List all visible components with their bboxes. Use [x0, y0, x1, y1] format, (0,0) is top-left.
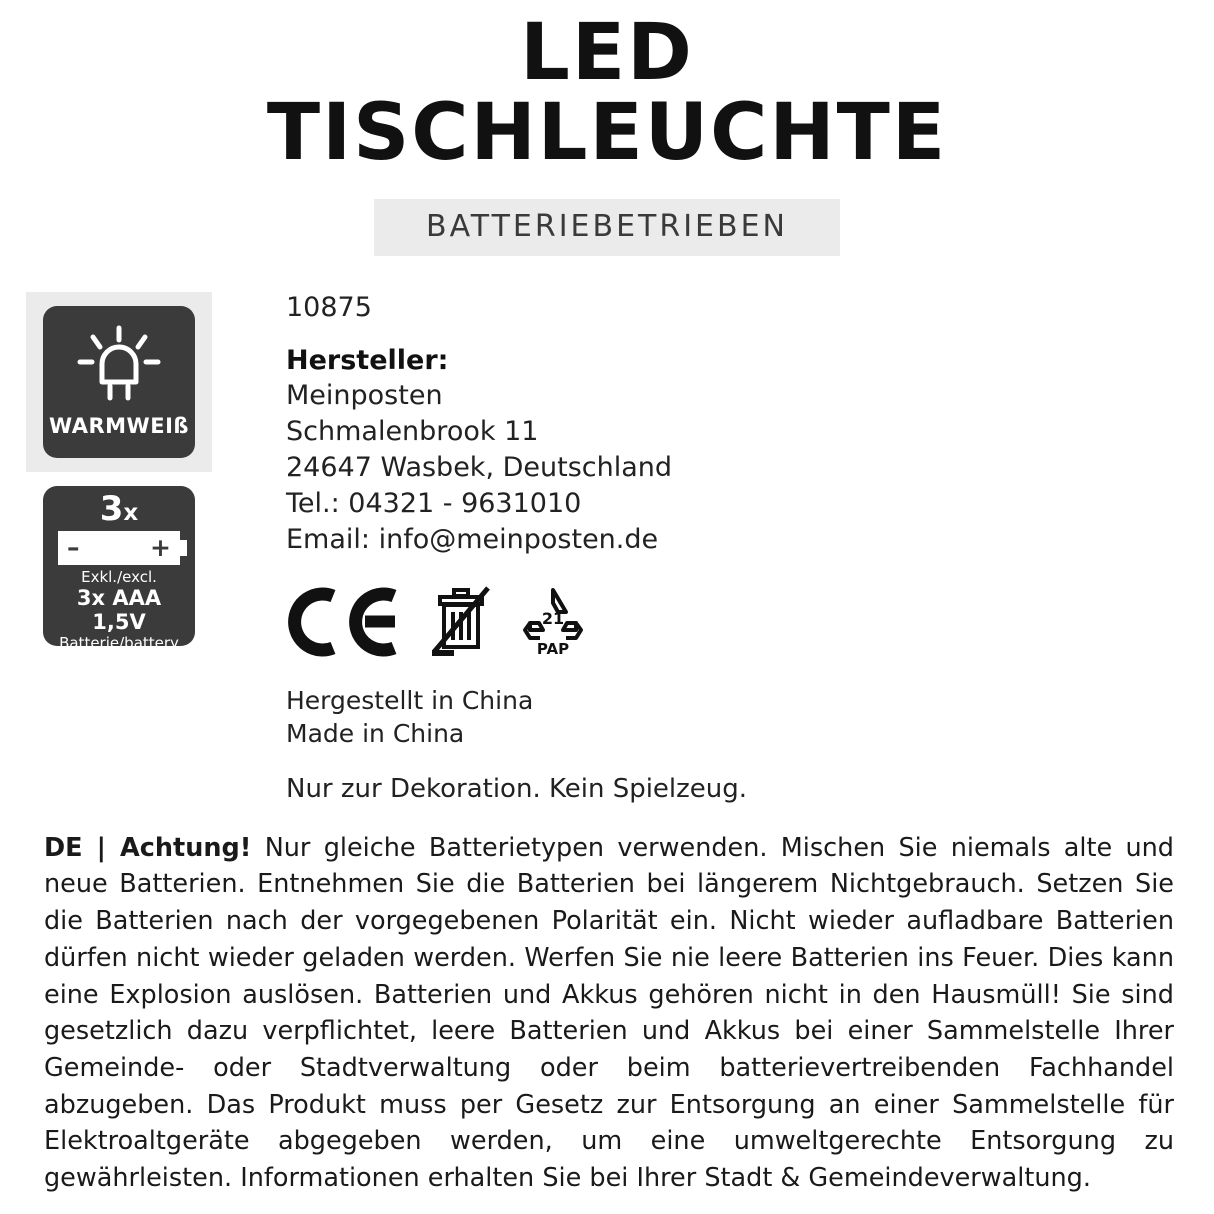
badge-column [26, 292, 236, 804]
battery-note-type: 3x AAA 1,5V [76, 586, 162, 635]
origin-de: Hergestellt in China [286, 685, 534, 715]
battery-count-suffix: x [123, 500, 139, 527]
battery-badge [26, 486, 212, 653]
warm-white-badge [26, 292, 212, 472]
subtitle-batteriebetrieben: BATTERIEBETRIEBEN [374, 199, 840, 256]
warm-white-badge-body [43, 306, 195, 458]
warning-prefix: DE | Achtung! [44, 832, 252, 863]
battery-note-label: Batterie/battery [59, 634, 179, 653]
battery-count-number: 3 [99, 489, 124, 530]
info-column [236, 292, 1214, 804]
crossed-out-wheelie-bin-icon [430, 584, 492, 662]
manufacturer-city: 24647 Wasbek, Deutschland [286, 451, 673, 483]
manufacturer-name: Meinposten [286, 380, 443, 412]
main-content [0, 292, 1214, 804]
origin-block [286, 684, 1214, 750]
ce-mark-icon [286, 586, 404, 662]
battery-count [51, 489, 187, 530]
battery-minus-symbol: – [67, 533, 80, 563]
manufacturer-heading: Hersteller: [286, 345, 449, 377]
battery-warning-paragraph [44, 830, 1174, 1197]
title-line-tischleuchte: TISCHLEUCHTE [266, 87, 948, 178]
symbols-row [286, 584, 1214, 662]
battery-note-excl: Exkl./excl. [81, 567, 157, 586]
subtitle-row [0, 199, 1214, 256]
page-title [0, 0, 1214, 178]
battery-badge-body [43, 486, 195, 653]
manufacturer-street: Schmalenbrook 11 [286, 416, 539, 447]
battery-icon [58, 531, 180, 565]
warm-white-label: WARMWEIß [49, 414, 189, 439]
pap-number: 21 [541, 608, 565, 628]
decoration-note: Nur zur Dekoration. Kein Spielzeug. [286, 773, 748, 804]
manufacturer-email: Email: info@meinposten.de [286, 523, 659, 555]
battery-plus-symbol: + [150, 533, 171, 563]
manufacturer-phone: Tel.: 04321 - 9631010 [286, 487, 582, 519]
pap-recycling-icon [518, 582, 588, 662]
title-line-led: LED [520, 8, 694, 98]
article-number: 10875 [286, 292, 372, 324]
pap-label: PAP [536, 639, 570, 658]
origin-en: Made in China [286, 718, 465, 748]
led-bulb-icon [71, 324, 167, 406]
warning-text: Nur gleiche Batterietypen verwenden. Mischen Sie niemals alte und neue Batterien. Entnehmen Sie die Batterien bei längerem Nichtgebrauch. Setzen Sie die Batterien nach der vorgegebenen Polarität ein. Nicht wieder aufladbare Batterien dürfen nicht wieder geladen werden. Werfen Sie nie leere Batterien ins Feuer. Dies kann eine Explosion auslösen. Batterien und Akkus gehören nicht in den Hausmüll! Sie sind gesetzlich dazu verpflichtet, leere Batterien und Akkus bei einer Sammelstelle Ihrer Gemeinde- oder Stadtverwaltung oder beim batterievertreibenden Fachhandel abzugeben. Das Produkt muss per Gesetz zur Entsorgung an einer Sammelstelle für Elektroaltgeräte abgegeben werden, um eine umweltgerechte Entsorgung zu gewährleisten. Informationen erhalten Sie bei Ihrer Stadt & Gemeindeverwaltung. [44, 832, 1174, 1194]
